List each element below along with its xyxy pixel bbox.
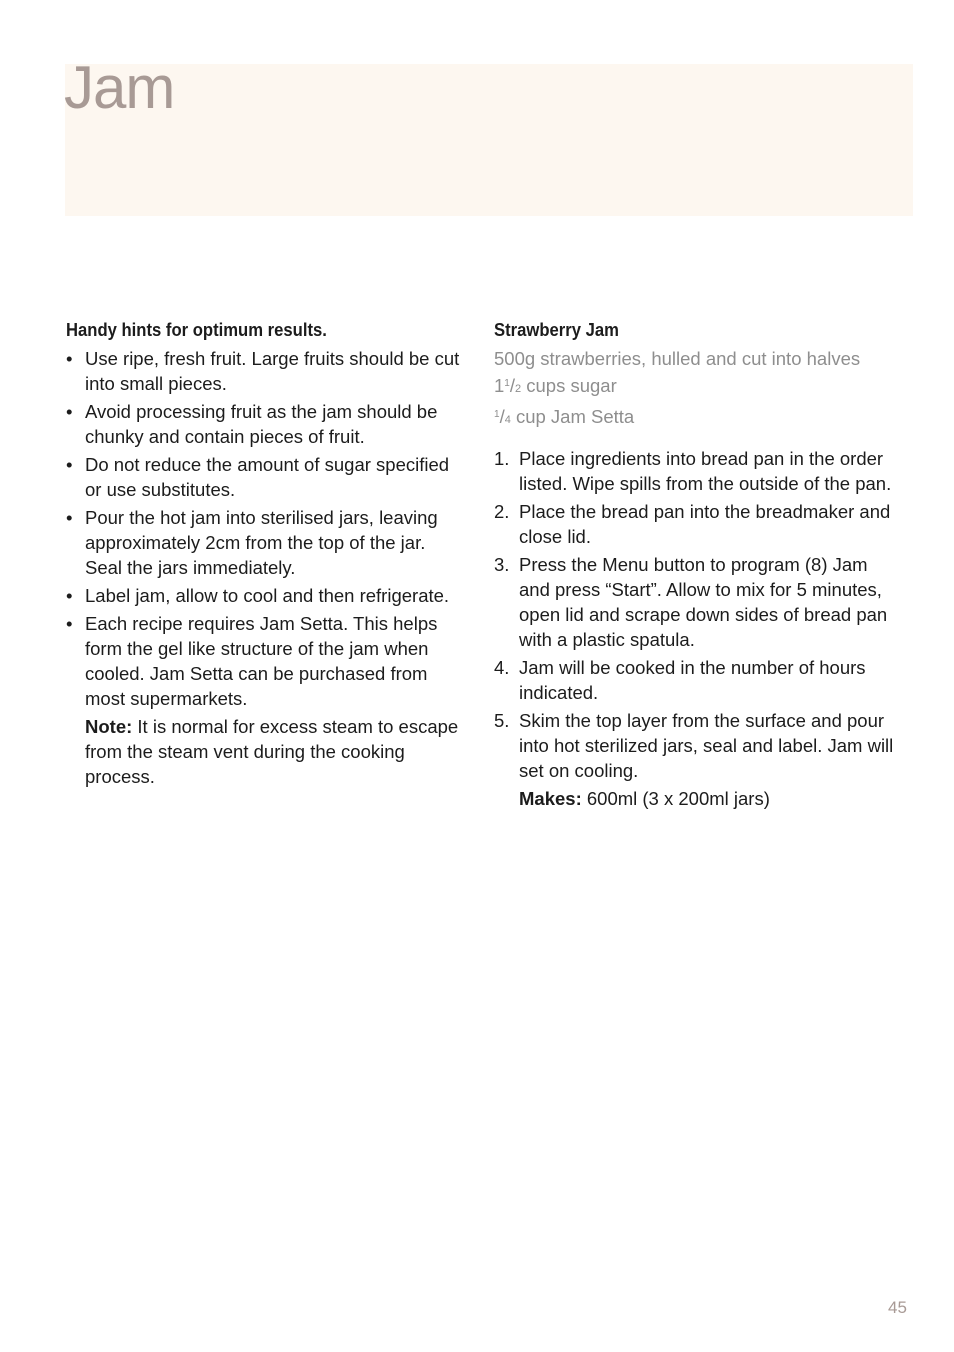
hints-column <box>66 317 466 789</box>
step-number: 2. <box>494 501 510 522</box>
list-item <box>494 552 894 652</box>
ingredient-text: cups sugar <box>521 375 617 396</box>
list-item <box>66 452 466 502</box>
list-item <box>494 708 894 783</box>
makes-label: Makes: <box>519 788 582 809</box>
list-item <box>66 399 466 449</box>
list-item <box>494 655 894 705</box>
step-number: 5. <box>494 710 510 731</box>
hints-list <box>66 346 466 711</box>
note-label: Note: <box>85 716 133 737</box>
ingredient-text: cup Jam Setta <box>510 406 635 427</box>
list-item <box>66 346 466 396</box>
bullet-icon: • <box>66 401 73 422</box>
fraction-numerator: 1 <box>504 378 510 389</box>
fraction-denominator: 4 <box>504 414 511 426</box>
makes-line <box>494 786 894 811</box>
fraction-numerator: 1 <box>494 409 500 420</box>
step-number: 3. <box>494 554 510 575</box>
steps-list <box>494 446 894 783</box>
step-number: 4. <box>494 657 510 678</box>
recipe-title: Strawberry Jam <box>494 319 619 340</box>
step-text: Skim the top layer from the surface and pour into hot sterilized jars, seal and label. Jam will set on cooling. <box>519 710 894 781</box>
note-text: It is normal for excess steam to escape from the steam vent during the cooking process. <box>85 716 459 787</box>
step-text: Jam will be cooked in the number of hours indicated. <box>519 657 866 703</box>
ingredient-line <box>494 402 894 433</box>
page-title: Jam <box>64 54 175 121</box>
bullet-icon: • <box>66 348 73 369</box>
bullet-icon: • <box>66 613 73 634</box>
hint-text: Label jam, allow to cool and then refrigerate. <box>85 585 450 606</box>
fraction-slash: / <box>509 375 515 396</box>
step-text: Place the bread pan into the breadmaker and close lid. <box>519 501 891 547</box>
fraction-slash: / <box>499 406 505 427</box>
bullet-icon: • <box>66 454 73 475</box>
step-text: Place ingredients into bread pan in the order listed. Wipe spills from the outside of the pan. <box>519 448 892 494</box>
recipe-column <box>494 317 894 811</box>
header-band <box>65 64 913 216</box>
makes-text: 600ml (3 x 200ml jars) <box>581 788 770 809</box>
list-item <box>494 446 894 496</box>
ingredient-text: 500g strawberries, hulled and cut into halves <box>494 348 861 369</box>
list-item <box>66 505 466 580</box>
bullet-icon: • <box>66 507 73 528</box>
quantity-whole: 1 <box>494 375 505 396</box>
bullet-icon: • <box>66 585 73 606</box>
list-item <box>66 583 466 608</box>
step-number: 1. <box>494 448 510 469</box>
hint-text: Avoid processing fruit as the jam should be chunky and contain pieces of fruit. <box>85 401 438 447</box>
note-paragraph <box>66 714 466 789</box>
list-item <box>66 611 466 711</box>
page-number: 45 <box>888 1298 907 1317</box>
hint-text: Each recipe requires Jam Setta. This helps form the gel like structure of the jam when cooled. Jam Setta can be purchased from most supermarkets. <box>85 613 438 709</box>
hint-text: Pour the hot jam into sterilised jars, leaving approximately 2cm from the top of the jar. Seal the jars immediately. <box>85 507 438 578</box>
step-text: Press the Menu button to program (8) Jam and press “Start”. Allow to mix for 5 minutes, open lid and scrape down sides of bread pan with a plastic spatula. <box>519 554 888 650</box>
ingredient-line <box>494 346 894 371</box>
fraction-denominator: 2 <box>515 383 522 395</box>
ingredient-line <box>494 371 894 402</box>
list-item <box>494 499 894 549</box>
ingredients-list <box>494 346 894 433</box>
hint-text: Use ripe, fresh fruit. Large fruits should be cut into small pieces. <box>85 348 460 394</box>
hints-heading: Handy hints for optimum results. <box>66 319 327 340</box>
hint-text: Do not reduce the amount of sugar specified or use substitutes. <box>85 454 450 500</box>
